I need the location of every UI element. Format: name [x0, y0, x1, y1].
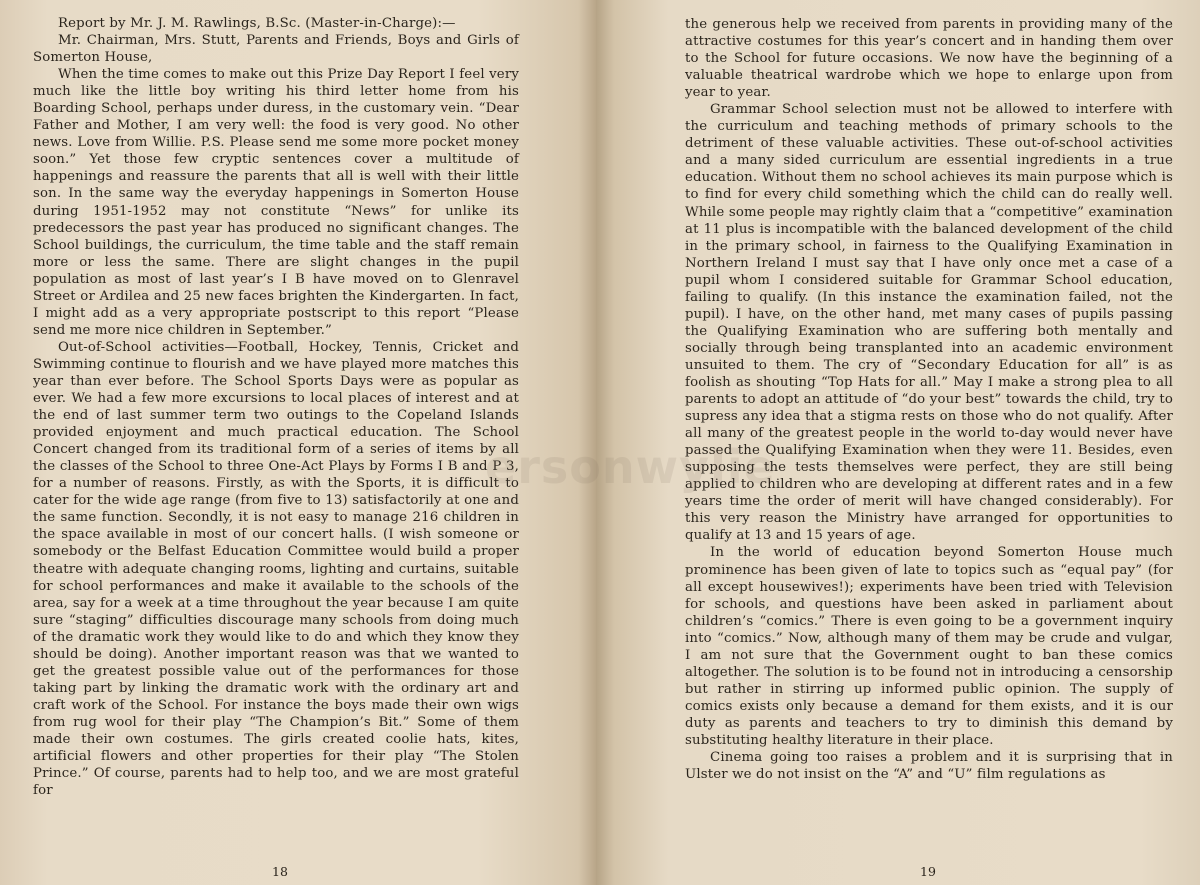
- left-page: [0, 0, 596, 885]
- paragraph: When the time comes to make out this Prize Day Report I feel very much like the little boy writing his third letter home from his Boarding School, perhaps under duress, in the customary vein. “Dear Father and Mother, I am very well: the food is very good. No other news. Love from Willie. P.S. Please send me some more pocket money soon.” Yet those few cryptic sentences cover a multitude of happenings and reassure the parents that all is well with their little son. In the same way the everyday happenings in Somerton House during 1951-1952 may not constitute “News” for unlike its predecessors the past year has produced no significant changes. The School buildings, the curriculum, the time table and the staff remain more or less the same. There are slight changes in the pupil population as most of last year’s I B have moved on to Glenravel Street or Ardilea and 25 new faces brighten the Kindergarten. In fact, I might add as a very appropriate postscript to this report “Please send me more nice children in September.”: [33, 67, 519, 338]
- paragraph: In the world of education beyond Somerton House much prominence has been given of late to topics such as “equal pay” (for all except housewives!); experiments have been tried with Television for schools, and questions have been asked in parliament about children’s “comics.” There is even going to be a government inquiry into “comics.” Now, although many of them may be crude and vulgar, I am not sure that the Government ought to ban these comics altogether. The solution is to be found not in introducing a censorship but rather in stirring up informed public opinion. The supply of comics exists only because a demand for them exists, and it is our duty as parents and teachers to try to diminish this demand by substituting healthy literature in their place.: [685, 545, 1173, 748]
- paragraph: Grammar School selection must not be allowed to interfere with the curriculum and teaching methods of primary schools to the detriment of these valuable activities. These out-of-school activities and a many sided curriculum are essential ingredients in a true education. Without them no school achieves its main purpose which is to find for every child something which the child can do really well. While some people may rightly claim that a “competitive” examination at 11 plus is incompatible with the balanced development of the child in the primary school, in fairness to the Qualifying Examination in Northern Ireland I must say that I have only once met a case of a pupil whom I considered suitable for Grammar School education, failing to qualify. (In this instance the examination failed, not the pupil). I have, on the other hand, met many cases of pupils passing the Qualifying Examination who are suffering both mentally and socially through being transplanted into an academic environment unsuited to them. The cry of “Secondary Education for all” is as foolish as shouting “Top Hats for all.” May I make a strong plea to all parents to adopt an attitude of “do your best” towards the child, try to supress any idea that a stigma rests on those who do not qualify. After all many of the greatest people in the world to-day would never have passed the Qualifying Examination when they were 11. Besides, even supposing the tests themselves were perfect, they are still being applied to children who are developing at different rates and in a few years time the order of merit will have changed considerably). For this very reason the Ministry have arranged for opportunities to qualify at 13 and 15 years of age.: [685, 102, 1173, 544]
- page-number: 19: [920, 864, 936, 879]
- right-text-column: [685, 16, 1173, 783]
- continued-paragraph: the generous help we received from parents in providing many of the attractive costumes for this year’s concert and in handing them over to the School for future occasions. We now have the beginning of a valuable theatrical wardrobe which we hope to enlarge upon from year to year.: [685, 17, 1173, 101]
- left-text-column: [33, 15, 519, 799]
- salutation: Mr. Chairman, Mrs. Stutt, Parents and Friends, Boys and Girls of Somerton House,: [33, 33, 519, 66]
- report-heading: Report by Mr. J. M. Rawlings, B.Sc. (Master-in-Charge):—: [58, 16, 456, 31]
- page-number: 18: [272, 864, 288, 879]
- paragraph: Out-of-School activities—Football, Hockey, Tennis, Cricket and Swimming continue to flourish and we have played more matches this year than ever before. The School Sports Days were as popular as ever. We had a few more excursions to local places of interest and at the end of last summer term two outings to the Copeland Islands provided enjoyment and much practical education. The School Concert changed from its traditional form of a series of items by all the classes of the School to three One-Act Plays by Forms I B and P 3, for a number of reasons. Firstly, as with the Sports, it is difficult to cater for the wide age range (from five to 13) satisfactorily at one and the same function. Secondly, it is not easy to manage 216 children in the space available in most of our concert halls. (I wish someone or somebody or the Belfast Education Committee would build a proper theatre with adequate changing rooms, lighting and curtains, suitable for school performances and make it available to the schools of the area, say for a week at a time throughout the year because I am quite sure “staging” difficulties discourage many schools from doing much of the dramatic work they would like to do and which they know they should be doing). Another important reason was that we wanted to get the greatest possible value out of the performances for those taking part by linking the dramatic work with the ordinary art and craft work of the School. For instance the boys made their own wigs from rug wool for their play “The Champion’s Bit.” Some of them made their own costumes. The girls created coolie hats, kites, artificial flowers and other properties for their play “The Stolen Prince.” Of course, parents had to help too, and we are most grateful for: [33, 339, 519, 799]
- paragraph: Cinema going too raises a problem and it is surprising that in Ulster we do not insist on the “A” and “U” film regulations as: [685, 750, 1173, 783]
